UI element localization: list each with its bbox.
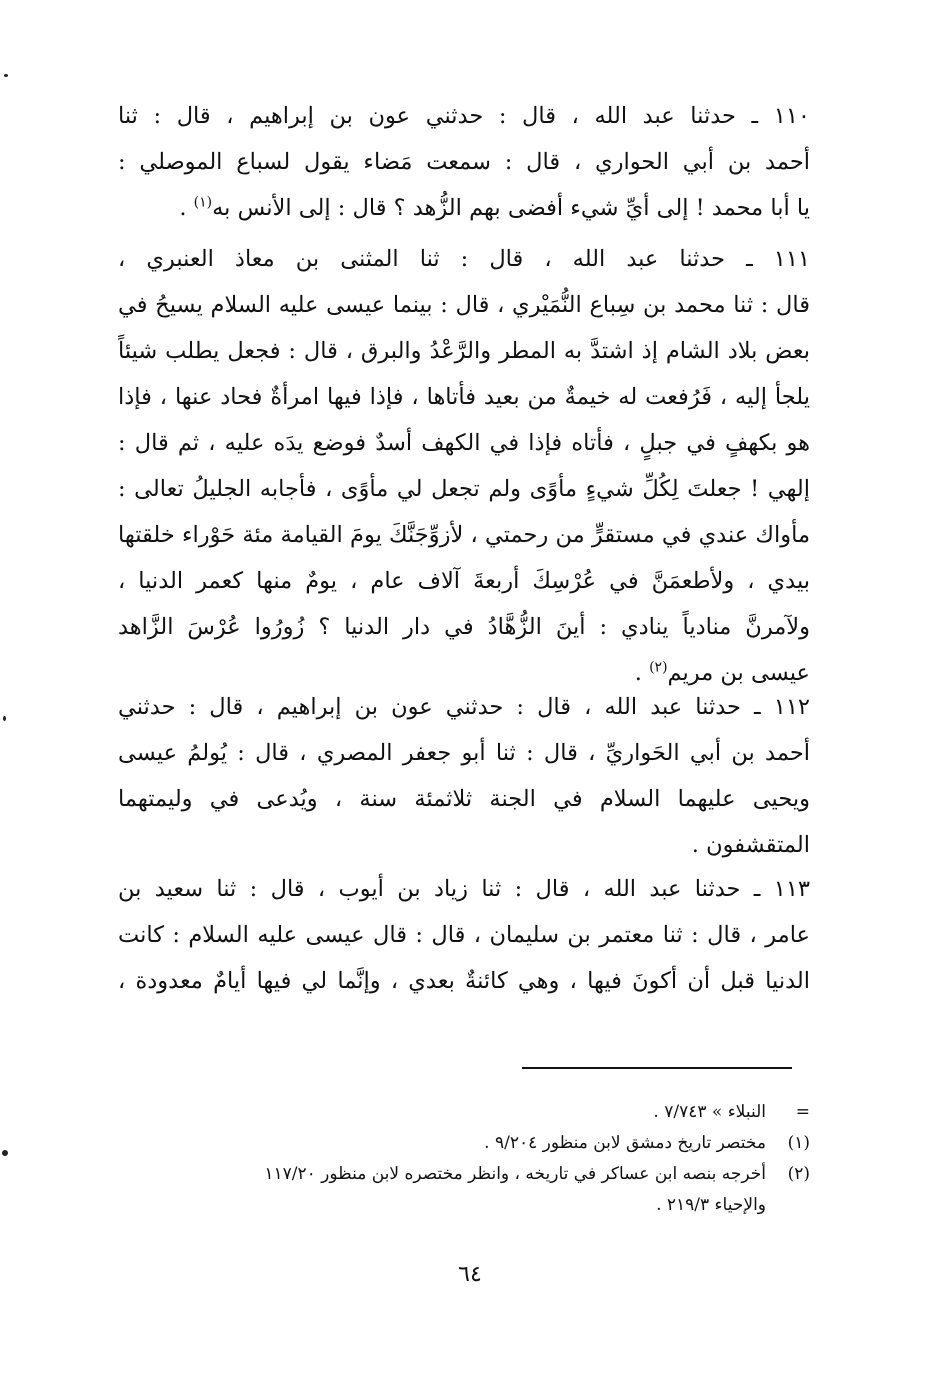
text-line-body: يا أبا محمد ! إلى أيِّ شيء أفضى بهم الزُّهد ؟ قال : إلى الأنس به [212,195,810,221]
footnote-1 [110,1128,810,1159]
footnote-ref: (٢) [649,659,668,676]
footnote-text: أخرجه بنصه ابن عساكر في تاريخه ، وانظر مختصره لابن منظور ١١٧/٢٠ [264,1164,766,1184]
footnote-marker: (٢) [787,1164,810,1184]
text-line: ١١٢ ـ حدثنا عبد الله ، قال : حدثني عون بن إبراهيم ، قال : حدثني [118,694,810,720]
margin-speck [3,716,6,721]
paragraph-112 [118,684,810,868]
footnote-separator [522,1067,792,1069]
paragraph-110 [118,93,810,231]
footnote-marker: (١) [787,1133,810,1153]
text-line: مأواك عندي في مستقرٍّ من رحمتي ، لأزوِّجَنَّكَ يومَ القيامة مئة حَوْراء خلقتها [118,522,810,548]
footnote-text: والإحياء ٢١٩/٣ . [656,1195,766,1215]
text-line-body: عيسى بن مريم [667,660,810,686]
text-line: ١١١ ـ حدثنا عبد الله ، قال : ثنا المثنى بن معاذ العنبري ، [118,246,810,272]
margin-speck [2,1150,8,1156]
text-line-tail: . [634,660,650,686]
text-line: الدنيا قبل أن أكونَ فيها ، وهي كائنةٌ بعدي ، وإنَّما لي فيها أيامٌ معدودة ، [118,968,810,994]
text-line: أحمد بن أبي الحواري ، قال : سمعت مَضاء يقول لسباع الموصلي : [118,149,810,175]
footnote-continuation [110,1097,810,1128]
text-line: ١١٣ ـ حدثنا عبد الله ، قال : ثنا زياد بن أيوب ، قال : ثنا سعيد بن [118,876,810,902]
page-number: ٦٤ [458,1262,482,1287]
paragraph-111 [118,236,810,696]
footnote-2 [110,1159,810,1190]
text-line-tail: . [179,195,194,221]
footnote-2-continued [110,1190,810,1221]
text-line: أحمد بن أبي الحَواريِّ ، قال : ثنا أبو جعفر المصري ، قال : يُولمُ عيسى [118,740,810,766]
text-line: بيدي ، ولأطعمَنَّ في عُرْسِكَ أربعةَ آلاف عام ، يومٌ منها كعمر الدنيا ، [118,568,810,594]
margin-speck [4,74,8,77]
text-line [118,185,810,231]
footnote-marker: = [795,1102,810,1122]
text-line: ولآمرنَّ منادياً ينادي : أينَ الزُّهَّادُ في دار الدنيا ؟ زُورُوا عُرْسَ الزَّاهد [118,614,810,640]
text-line: قال : ثنا محمد بن سِباع النُّمَيْري ، قال : بينما عيسى عليه السلام يسيحُ في [118,292,810,318]
text-line: إلهي ! جعلتَ لِكُلِّ شيءٍ مأوًى ولم تجعل لي مأوًى ، فأجابه الجليلُ تعالى : [118,476,810,502]
footnote-text: مختصر تاريخ دمشق لابن منظور ٩/٢٠٤ . [484,1133,766,1153]
footnote-ref: (١) [193,194,213,211]
footnote-text: النبلاء » ٧/٧٤٣ . [653,1102,766,1122]
text-line: هو بكهفٍ في جبلٍ ، فأتاه فإذا في الكهف أسدٌ فوضع يدَه عليه ، ثم قال : [118,430,810,456]
text-line: المتقشفون . [691,832,810,858]
paragraph-113 [118,866,810,1004]
text-line: يلجأ إليه ، فَرُفعت له خيمةٌ من بعيد فأتاها ، فإذا فيها امرأةٌ فحاد عنها ، فإذا [118,384,810,410]
footnotes [110,1097,810,1221]
text-line: بعض بلاد الشام إذ اشتدَّ به المطر والرَّعْدُ والبرق ، قال : فجعل يطلب شيئاً [118,338,810,364]
text-line: عامر ، قال : ثنا معتمر بن سليمان ، قال : قال عيسى عليه السلام : كانت [118,922,810,948]
text-line: ويحيى عليهما السلام في الجنة ثلاثمئة سنة ، ويُدعى في وليمتهما [118,786,810,812]
text-line: ١١٠ ـ حدثنا عبد الله ، قال : حدثني عون بن إبراهيم ، قال : ثنا [118,103,810,129]
